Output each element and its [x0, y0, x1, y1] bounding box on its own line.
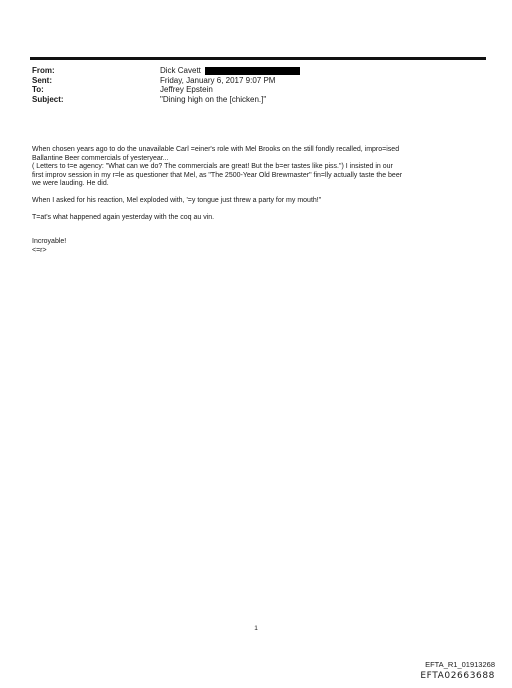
to-label: To: — [32, 85, 44, 95]
body-line: ( Letters to t=e agency: "What can we do? The commercials are great! But the b=er tastes like piss.") I insisted in our — [32, 163, 393, 171]
email-header — [32, 66, 482, 104]
signature — [32, 238, 484, 255]
redaction-bar — [205, 67, 300, 75]
to-value: Jeffrey Epstein — [160, 85, 213, 95]
email-body — [32, 146, 484, 263]
body-paragraph-2: When I asked for his reaction, Mel exploded with, '=y tongue just threw a party for my mouth!" — [32, 196, 322, 204]
subject-label: Subject: — [32, 94, 64, 104]
from-label: From: — [32, 66, 55, 75]
subject-value: "Dining high on the [chicken.]" — [160, 94, 267, 104]
from-row — [32, 66, 482, 76]
signature-tag: <=r> — [32, 246, 47, 254]
body-line: we were lauding. He did. — [32, 180, 109, 188]
from-name: Dick Cavett — [160, 66, 201, 75]
body-line: first improv session in my r=le as questioner that Mel, as "The 2500-Year Old Brewmaster" fin=lly actually taste the beer — [32, 171, 403, 179]
to-row — [32, 85, 482, 95]
body-line: Ballantine Beer commercials of yesteryear... — [32, 154, 169, 162]
page-number: 1 — [254, 625, 258, 632]
body-paragraph-1 — [32, 146, 484, 189]
bates-stamp-2: EFTA02663688 — [420, 671, 495, 681]
body-paragraph-3: T=at's what happened again yesterday with the coq au vin. — [32, 213, 215, 221]
bates-stamp-1: EFTA_R1_01913268 — [425, 660, 495, 669]
body-line: When chosen years ago to do the unavailable Carl =einer's role with Mel Brooks on the still fondly recalled, impro=ised — [32, 146, 400, 153]
from-value — [160, 66, 482, 76]
sent-value: Friday, January 6, 2017 9:07 PM — [160, 75, 276, 85]
header-divider — [30, 57, 486, 60]
sent-label: Sent: — [32, 75, 52, 85]
signature-line: Incroyable! — [32, 238, 67, 246]
sent-row — [32, 76, 482, 86]
subject-row — [32, 95, 482, 105]
